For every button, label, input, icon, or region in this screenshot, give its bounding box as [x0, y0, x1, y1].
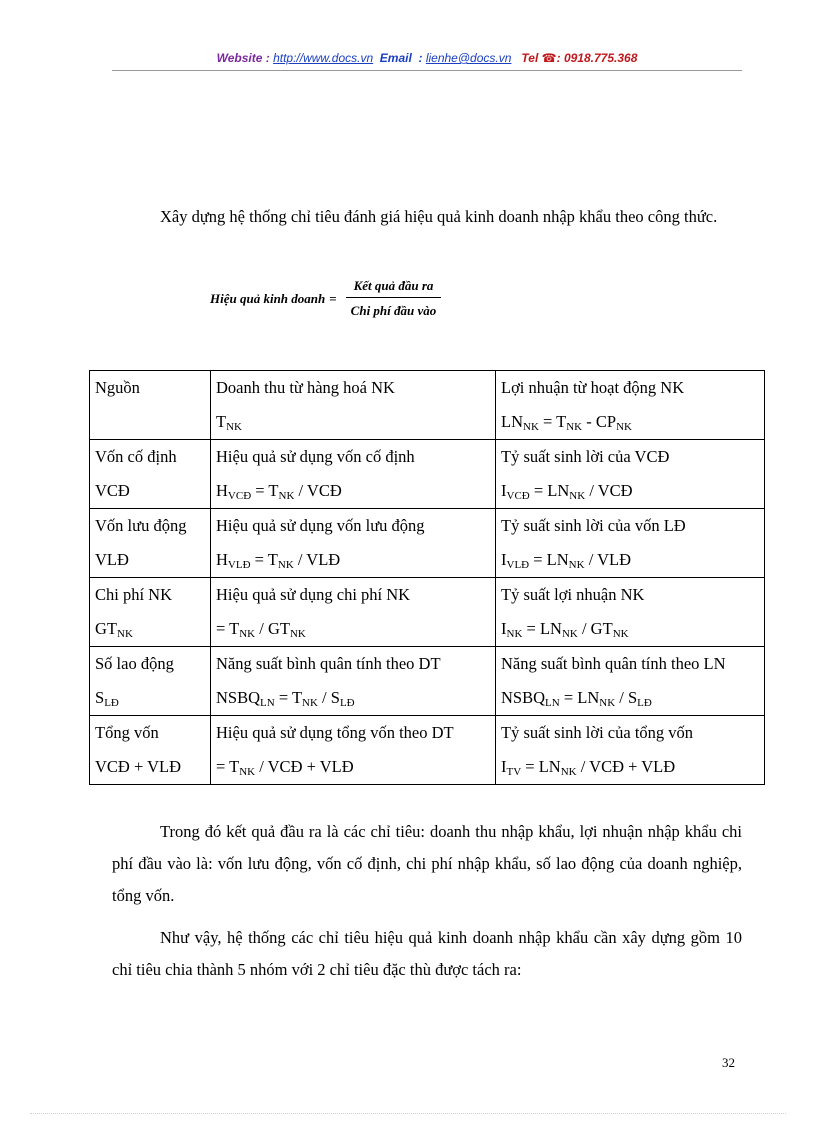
profit-indicator-formula: $I_{VLĐ} = LN_{NK}$ / VLĐ — [501, 550, 632, 571]
website-label: Website : — [216, 51, 270, 65]
header-profit-label: Lợi nhuận từ hoạt động NK — [501, 378, 685, 397]
formula-equals: = — [329, 290, 337, 306]
explanation-paragraph: Trong đó kết quả đầu ra là các chỉ tiêu: doanh thu nhập khẩu, lợi nhuận nhập khẩu chi phí đầu vào là: vốn lưu động, vốn cố định, chi phí nhập khẩu, số lao động của doanh nghiệp, tổng vốn. — [112, 822, 742, 905]
source-cell — [90, 716, 211, 785]
table-row — [90, 440, 765, 509]
email-colon: : — [418, 51, 423, 65]
profit-indicator-cell — [496, 716, 765, 785]
header-source-label: Nguồn — [95, 378, 140, 397]
revenue-indicator-name: Hiệu quả sử dụng tổng vốn theo DT — [216, 723, 454, 742]
email-label: Email — [379, 51, 412, 65]
source-cell — [90, 509, 211, 578]
table-row — [90, 716, 765, 785]
profit-indicator-name: Tỷ suất sinh lời của tổng vốn — [501, 723, 694, 742]
formula-lhs: Hiệu quả kinh doanh — [210, 290, 326, 306]
indicator-table — [89, 370, 765, 785]
source-symbol: $GT_{NK}$ — [95, 619, 133, 640]
intro-paragraph: Xây dựng hệ thống chỉ tiêu đánh giá hiệu quả kinh doanh nhập khẩu theo công thức. — [160, 207, 718, 226]
profit-indicator-name: Tỷ suất lợi nhuận NK — [501, 585, 645, 604]
revenue-indicator-formula: = $T_{NK} / GT_{NK}$ — [216, 619, 306, 640]
header-cell-profit — [496, 371, 765, 440]
page-header — [112, 51, 742, 65]
profit-indicator-name: Năng suất bình quân tính theo LN — [501, 654, 726, 673]
summary-paragraph: Như vậy, hệ thống các chỉ tiêu hiệu quả kinh doanh nhập khẩu cần xây dựng gồm 10 chỉ tiêu chia thành 5 nhóm với 2 chỉ tiêu đặc thù được tách ra: — [112, 928, 742, 979]
revenue-indicator-formula: $H_{VLĐ} = T_{NK}$ / VLĐ — [216, 550, 341, 571]
revenue-indicator-cell — [211, 578, 496, 647]
profit-indicator-cell — [496, 440, 765, 509]
profit-indicator-name: Tỷ suất sinh lời của VCĐ — [501, 447, 670, 466]
profit-indicator-formula: $I_{VCĐ} = LN_{NK}$ / VCĐ — [501, 481, 633, 502]
table-row — [90, 578, 765, 647]
source-symbol: VLĐ — [95, 550, 129, 569]
header-cell-revenue — [211, 371, 496, 440]
source-name: Vốn lưu động — [95, 516, 187, 535]
table-row — [90, 647, 765, 716]
revenue-indicator-cell — [211, 716, 496, 785]
revenue-indicator-formula: $H_{VCĐ} = T_{NK}$ / VCĐ — [216, 481, 342, 502]
header-revenue-label: Doanh thu từ hàng hoá NK — [216, 378, 395, 397]
formula-fraction — [343, 278, 445, 319]
profit-indicator-formula: $I_{TV} = LN_{NK}$ / VCĐ + VLĐ — [501, 757, 676, 778]
revenue-indicator-cell — [211, 440, 496, 509]
telephone-icon: ☎ — [541, 51, 557, 65]
source-cell — [90, 440, 211, 509]
website-link[interactable]: http://www.docs.vn — [273, 51, 374, 65]
revenue-indicator-formula: = $T_{NK}$ / VCĐ + VLĐ — [216, 757, 354, 778]
header-divider — [112, 70, 742, 71]
page-number: 32 — [722, 1055, 735, 1070]
revenue-indicator-name: Hiệu quả sử dụng vốn lưu động — [216, 516, 425, 535]
revenue-indicator-name: Năng suất bình quân tính theo DT — [216, 654, 441, 673]
profit-indicator-cell — [496, 647, 765, 716]
revenue-indicator-name: Hiệu quả sử dụng chi phí NK — [216, 585, 411, 604]
header-cell-source — [90, 371, 211, 440]
source-symbol: $S_{LĐ}$ — [95, 688, 119, 709]
source-cell — [90, 578, 211, 647]
efficiency-formula — [210, 278, 444, 319]
source-name: Tổng vốn — [95, 723, 159, 742]
profit-indicator-formula: $NSBQ_{LN} = LN_{NK} / S_{LĐ}$ — [501, 688, 652, 709]
email-link[interactable]: lienhe@docs.vn — [425, 51, 512, 65]
source-symbol: VCĐ + VLĐ — [95, 757, 182, 776]
source-name: Số lao động — [95, 654, 174, 673]
tel-value: : 0918.775.368 — [556, 51, 638, 65]
source-cell — [90, 647, 211, 716]
revenue-indicator-formula: $NSBQ_{LN} = T_{NK} / S_{LĐ}$ — [216, 688, 355, 709]
revenue-indicator-cell — [211, 647, 496, 716]
source-symbol: VCĐ — [95, 481, 130, 500]
revenue-indicator-name: Hiệu quả sử dụng vốn cố định — [216, 447, 415, 466]
revenue-indicator-cell — [211, 509, 496, 578]
source-name: Chi phí NK — [95, 585, 173, 604]
profit-indicator-cell — [496, 509, 765, 578]
formula-denominator: Chi phí đầu vào — [350, 303, 437, 318]
table-header-row — [90, 371, 765, 440]
footer-divider — [30, 1113, 786, 1114]
header-profit-formula: $LN_{NK} = T_{NK} - CP_{NK}$ — [501, 412, 632, 433]
formula-numerator: Kết quả đầu ra — [346, 278, 442, 298]
source-name: Vốn cố định — [95, 447, 177, 466]
header-revenue-symbol: $T_{NK}$ — [216, 412, 242, 433]
table-row — [90, 509, 765, 578]
profit-indicator-cell — [496, 578, 765, 647]
profit-indicator-formula: $I_{NK} = LN_{NK} / GT_{NK}$ — [501, 619, 629, 640]
profit-indicator-name: Tỷ suất sinh lời của vốn LĐ — [501, 516, 686, 535]
tel-label: Tel — [521, 51, 539, 65]
